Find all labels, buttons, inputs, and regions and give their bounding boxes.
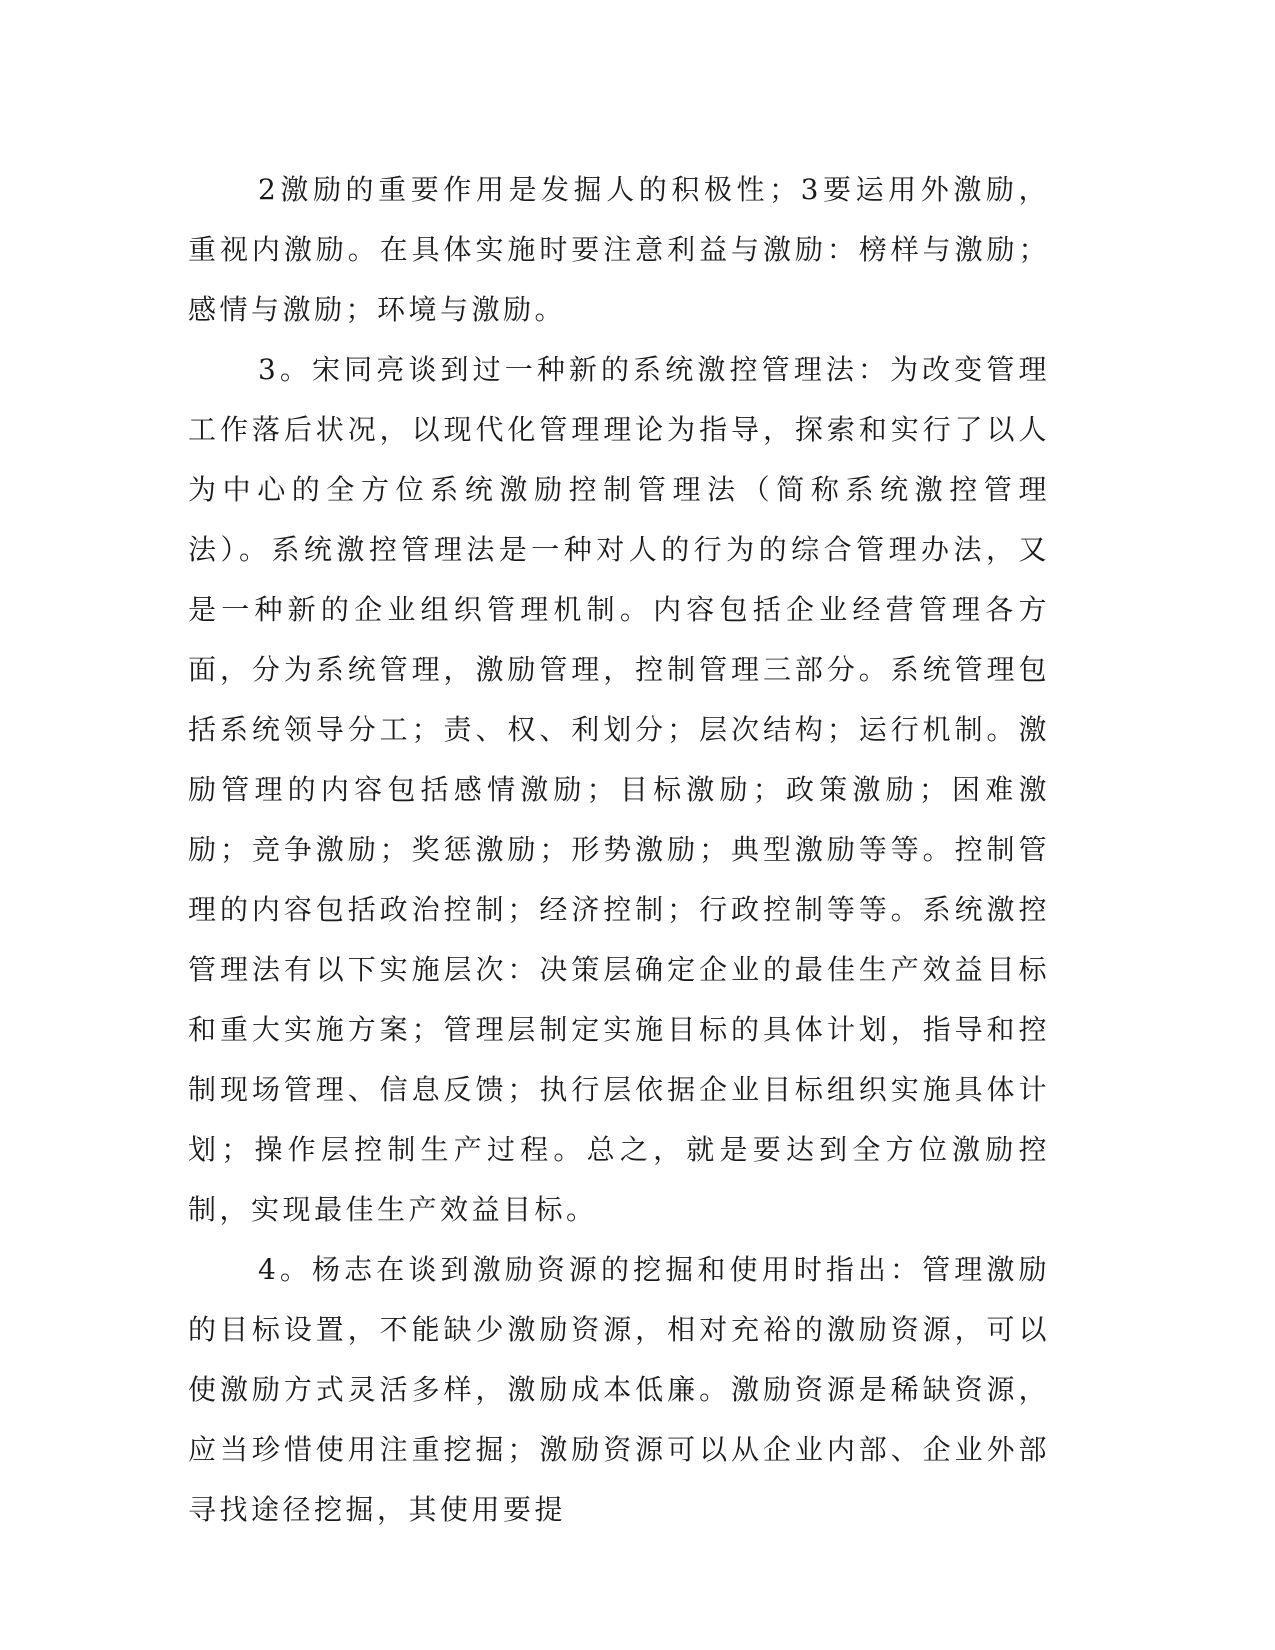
- paragraph-3: 3。宋同亮谈到过一种新的系统激控管理法：为改变管理工作落后状况，以现代化管理理论为指导，探索和实行了以人为中心的全方位系统激励控制管理法（简称系统激控管理法）。系统激控管理法是一种对人的行为的综合管理办法，又是一种新的企业组织管理机制。内容包括企业经营管理各方面，分为系统管理，激励管理，控制管理三部分。系统管理包括系统领导分工；责、权、利划分；层次结构；运行机制。激励管理的内容包括感情激励；目标激励；政策激励；困难激励；竞争激励；奖惩激励；形势激励；典型激励等等。控制管理的内容包括政治控制；经济控制；行政控制等等。系统激控管理法有以下实施层次：决策层确定企业的最佳生产效益目标和重大实施方案；管理层制定实施目标的具体计划，指导和控制现场管理、信息反馈；执行层依据企业目标组织实施具体计划；操作层控制生产过程。总之，就是要达到全方位激励控制，实现最佳生产效益目标。: [188, 353, 1050, 1226]
- paragraph-4: 4。杨志在谈到激励资源的挖掘和使用时指出：管理激励的目标设置，不能缺少激励资源，相对充裕的激励资源，可以使激励方式灵活多样，激励成本低廉。激励资源是稀缺资源，应当珍惜使用注重挖掘；激励资源可以从企业内部、企业外部寻找途径挖掘，其使用要提: [188, 1253, 1050, 1526]
- body-text: [188, 160, 1050, 1540]
- paragraph-continued: 2激励的重要作用是发掘人的积极性；3要运用外激励，重视内激励。在具体实施时要注意利益与激励：榜样与激励；感情与激励；环境与激励。: [188, 173, 1050, 326]
